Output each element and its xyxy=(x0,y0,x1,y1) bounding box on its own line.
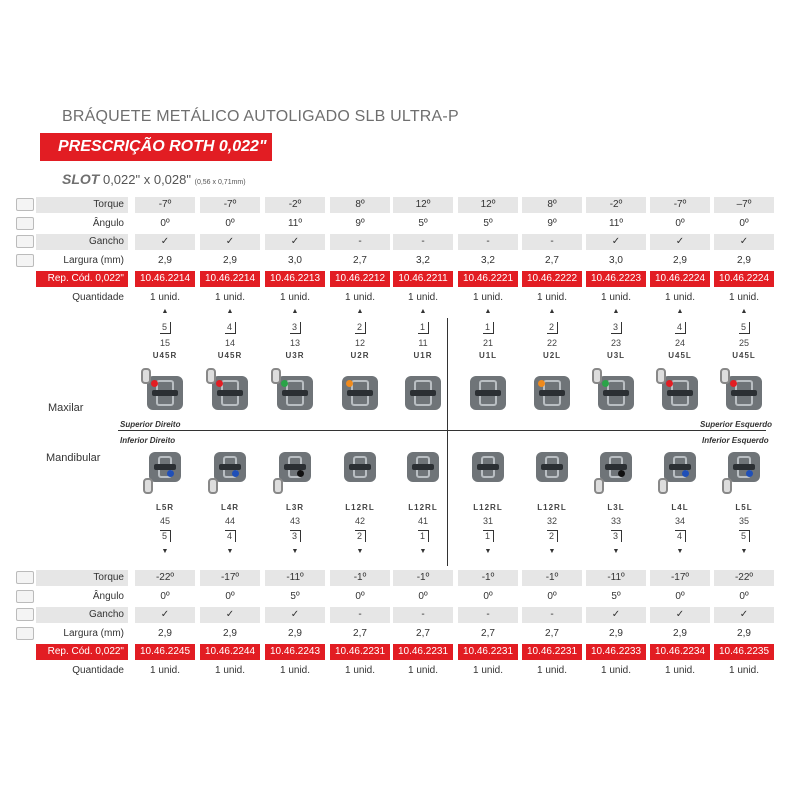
lower-largura-cell: 2,9 xyxy=(135,626,195,642)
horizontal-divider xyxy=(118,430,766,431)
lower-angulo-cell: 0º xyxy=(650,589,710,605)
upper-tooth-code: U3L xyxy=(606,351,626,360)
upper-angulo-cell: 5º xyxy=(458,216,518,232)
lower-largura-cell: 2,7 xyxy=(393,626,453,642)
lower-largura-cell: 2,7 xyxy=(522,626,582,642)
slot-label: SLOT xyxy=(62,171,100,187)
lower-arrow-icon: ▼ xyxy=(484,548,492,555)
slot-mm: (0,56 x 0,71mm) xyxy=(194,179,246,186)
upper-bracket-icon xyxy=(405,376,441,410)
lower-tooth-code: L5R xyxy=(155,503,175,512)
lower-arrow-icon: ▼ xyxy=(161,548,169,555)
lower-gancho-cell: - xyxy=(522,607,582,623)
upper-arrow-icon: ▲ xyxy=(419,308,427,315)
upper-bracket-icon xyxy=(726,376,762,410)
upper-tooth-number: 24 xyxy=(674,338,685,348)
upper-rep-label: Rep. Cód. 0,022" xyxy=(36,271,128,287)
lower-angulo-cell: 5º xyxy=(586,589,646,605)
lower-quantidade-cell: 1 unid. xyxy=(330,663,390,679)
lower-tooth-code: L4L xyxy=(671,503,689,512)
upper-rep-cell: 10.46.2224 xyxy=(650,271,710,287)
upper-gancho-cell: ✓ xyxy=(714,234,774,250)
upper-box-number: 2 xyxy=(355,322,366,334)
lower-quadrant-box xyxy=(393,530,453,542)
upper-gancho-tooth-icon xyxy=(16,235,34,248)
upper-rep-cell: 10.46.2214 xyxy=(135,271,195,287)
upper-rep-cell: 10.46.2222 xyxy=(522,271,582,287)
upper-quantidade-cell: 1 unid. xyxy=(265,290,325,306)
upper-largura-cell: 2,9 xyxy=(135,253,195,269)
upper-arrow-icon: ▲ xyxy=(548,308,556,315)
lower-tooth-code: L12RL xyxy=(408,503,438,512)
lower-hook-icon xyxy=(273,478,283,494)
upper-bracket-icon xyxy=(470,376,506,410)
upper-largura-cell: 3,0 xyxy=(586,253,646,269)
upper-bracket-icon xyxy=(342,376,378,410)
upper-box-number: 5 xyxy=(739,322,750,334)
upper-gancho-cell: ✓ xyxy=(200,234,260,250)
upper-quadrant-box xyxy=(650,322,710,334)
lower-tooth-number: 32 xyxy=(546,516,557,526)
lower-largura-cell: 2,9 xyxy=(650,626,710,642)
lower-torque-label: Torque xyxy=(36,570,128,586)
upper-quadrant-box xyxy=(393,322,453,334)
upper-torque-cell: -7º xyxy=(200,197,260,213)
lower-tooth-code: L3R xyxy=(285,503,305,512)
upper-tooth-number: 12 xyxy=(354,338,365,348)
lower-bracket-icon xyxy=(472,452,504,482)
upper-quadrant-box xyxy=(522,322,582,334)
inferior-direito-label: Inferior Direito xyxy=(120,436,176,445)
lower-hook-icon xyxy=(594,478,604,494)
lower-box-number: 2 xyxy=(355,530,366,542)
lower-bracket-icon xyxy=(214,452,246,482)
upper-torque-cell: –7º xyxy=(714,197,774,213)
lower-angulo-cell: 0º xyxy=(714,589,774,605)
upper-torque-cell: 12º xyxy=(393,197,453,213)
lower-gancho-cell: ✓ xyxy=(135,607,195,623)
lower-rep-label: Rep. Cód. 0,022" xyxy=(36,644,128,660)
slot-value: 0,022" x 0,028" xyxy=(102,172,191,187)
lower-torque-cell: -17º xyxy=(200,570,260,586)
upper-gancho-cell: - xyxy=(522,234,582,250)
upper-gancho-cell: - xyxy=(393,234,453,250)
lower-bracket-icon xyxy=(600,452,632,482)
upper-torque-cell: 8º xyxy=(522,197,582,213)
lower-torque-tooth-icon xyxy=(16,571,34,584)
upper-rep-cell: 10.46.2213 xyxy=(265,271,325,287)
upper-arrow-icon: ▲ xyxy=(226,308,234,315)
lower-quadrant-box xyxy=(650,530,710,542)
lower-tooth-code: L5L xyxy=(735,503,753,512)
lower-rep-cell: 10.46.2235 xyxy=(714,644,774,660)
vertical-divider xyxy=(447,318,448,566)
page-title: BRÁQUETE METÁLICO AUTOLIGADO SLB ULTRA-P xyxy=(62,108,459,125)
lower-box-number: 5 xyxy=(160,530,171,542)
lower-arrow-icon: ▼ xyxy=(548,548,556,555)
upper-arrow-icon: ▲ xyxy=(291,308,299,315)
lower-tooth-code: L12RL xyxy=(537,503,567,512)
upper-quadrant-box xyxy=(586,322,646,334)
upper-tooth-number: 14 xyxy=(224,338,235,348)
upper-gancho-cell: - xyxy=(458,234,518,250)
upper-tooth-number: 22 xyxy=(546,338,557,348)
upper-box-number: 4 xyxy=(675,322,686,334)
lower-tooth-code: L12RL xyxy=(473,503,503,512)
lower-arrow-icon: ▼ xyxy=(740,548,748,555)
upper-arrow-icon: ▲ xyxy=(740,308,748,315)
upper-gancho-cell: ✓ xyxy=(586,234,646,250)
upper-tooth-number: 13 xyxy=(289,338,300,348)
lower-torque-cell: -17º xyxy=(650,570,710,586)
upper-quantidade-cell: 1 unid. xyxy=(650,290,710,306)
upper-angulo-cell: 5º xyxy=(393,216,453,232)
lower-gancho-tooth-icon xyxy=(16,608,34,621)
lower-rep-cell: 10.46.2231 xyxy=(458,644,518,660)
upper-hook-icon xyxy=(206,368,216,384)
lower-gancho-cell: ✓ xyxy=(200,607,260,623)
upper-bracket-icon xyxy=(147,376,183,410)
upper-box-number: 2 xyxy=(547,322,558,334)
lower-quantidade-cell: 1 unid. xyxy=(200,663,260,679)
upper-box-number: 3 xyxy=(290,322,301,334)
upper-rep-cell: 10.46.2211 xyxy=(393,271,453,287)
lower-tooth-number: 45 xyxy=(159,516,170,526)
lower-angulo-cell: 0º xyxy=(458,589,518,605)
lower-quantidade-cell: 1 unid. xyxy=(714,663,774,679)
lower-bracket-icon xyxy=(728,452,760,482)
upper-quantidade-cell: 1 unid. xyxy=(522,290,582,306)
lower-tooth-number: 34 xyxy=(674,516,685,526)
lower-bracket-icon xyxy=(344,452,376,482)
lower-quantidade-cell: 1 unid. xyxy=(458,663,518,679)
lower-quadrant-box xyxy=(522,530,582,542)
upper-quadrant-box xyxy=(265,322,325,334)
lower-quantidade-cell: 1 unid. xyxy=(650,663,710,679)
upper-largura-cell: 2,7 xyxy=(330,253,390,269)
upper-tooth-code: U45L xyxy=(732,351,756,360)
lower-tooth-number: 42 xyxy=(354,516,365,526)
upper-bracket-icon xyxy=(277,376,313,410)
lower-bracket-icon xyxy=(149,452,181,482)
lower-arrow-icon: ▼ xyxy=(676,548,684,555)
upper-largura-cell: 3,2 xyxy=(458,253,518,269)
lower-gancho-cell: - xyxy=(330,607,390,623)
lower-box-number: 5 xyxy=(739,530,750,542)
lower-tooth-number: 33 xyxy=(610,516,621,526)
lower-tooth-number: 44 xyxy=(224,516,235,526)
upper-gancho-cell: - xyxy=(330,234,390,250)
upper-hook-icon xyxy=(656,368,666,384)
lower-angulo-label: Ângulo xyxy=(36,589,128,605)
lower-hook-icon xyxy=(658,478,668,494)
upper-box-number: 3 xyxy=(611,322,622,334)
lower-rep-cell: 10.46.2231 xyxy=(393,644,453,660)
upper-largura-cell: 3,2 xyxy=(393,253,453,269)
upper-tooth-code: U45R xyxy=(217,351,243,360)
upper-angulo-cell: 0º xyxy=(200,216,260,232)
upper-hook-icon xyxy=(141,368,151,384)
upper-tooth-number: 23 xyxy=(610,338,621,348)
lower-tooth-number: 35 xyxy=(738,516,749,526)
lower-rep-cell: 10.46.2243 xyxy=(265,644,325,660)
upper-quantidade-cell: 1 unid. xyxy=(200,290,260,306)
lower-box-number: 2 xyxy=(547,530,558,542)
upper-rep-cell: 10.46.2223 xyxy=(586,271,646,287)
lower-hook-icon xyxy=(208,478,218,494)
lower-bracket-icon xyxy=(664,452,696,482)
lower-angulo-cell: 0º xyxy=(200,589,260,605)
inferior-esquerdo-label: Inferior Esquerdo xyxy=(702,436,769,445)
upper-rep-cell: 10.46.2212 xyxy=(330,271,390,287)
lower-torque-cell: -1º xyxy=(330,570,390,586)
lower-tooth-code: L12RL xyxy=(345,503,375,512)
lower-largura-label: Largura (mm) xyxy=(36,626,128,642)
lower-rep-cell: 10.46.2245 xyxy=(135,644,195,660)
upper-arrow-icon: ▲ xyxy=(612,308,620,315)
lower-rep-cell: 10.46.2233 xyxy=(586,644,646,660)
lower-quadrant-box xyxy=(458,530,518,542)
lower-largura-cell: 2,9 xyxy=(200,626,260,642)
lower-bracket-icon xyxy=(279,452,311,482)
lower-largura-cell: 2,9 xyxy=(714,626,774,642)
lower-bracket-icon xyxy=(407,452,439,482)
upper-bracket-icon xyxy=(534,376,570,410)
lower-quadrant-box xyxy=(200,530,260,542)
lower-quadrant-box xyxy=(330,530,390,542)
upper-gancho-cell: ✓ xyxy=(135,234,195,250)
lower-largura-cell: 2,7 xyxy=(458,626,518,642)
lower-tooth-code: L3L xyxy=(607,503,625,512)
upper-quadrant-box xyxy=(458,322,518,334)
lower-gancho-cell: ✓ xyxy=(714,607,774,623)
upper-hook-icon xyxy=(271,368,281,384)
lower-largura-cell: 2,7 xyxy=(330,626,390,642)
upper-quantidade-label: Quantidade xyxy=(36,290,128,306)
upper-quantidade-cell: 1 unid. xyxy=(393,290,453,306)
lower-arrow-icon: ▼ xyxy=(226,548,234,555)
upper-tooth-code: U2R xyxy=(350,351,370,360)
upper-angulo-label: Ângulo xyxy=(36,216,128,232)
lower-tooth-number: 41 xyxy=(417,516,428,526)
upper-torque-cell: -2º xyxy=(265,197,325,213)
upper-torque-tooth-icon xyxy=(16,198,34,211)
upper-rep-cell: 10.46.2224 xyxy=(714,271,774,287)
lower-torque-cell: -11º xyxy=(586,570,646,586)
superior-direito-label: Superior Direito xyxy=(120,420,181,429)
upper-quantidade-cell: 1 unid. xyxy=(330,290,390,306)
upper-box-number: 4 xyxy=(225,322,236,334)
lower-gancho-cell: ✓ xyxy=(650,607,710,623)
upper-box-number: 5 xyxy=(160,322,171,334)
lower-quantidade-label: Quantidade xyxy=(36,663,128,679)
upper-quantidade-cell: 1 unid. xyxy=(586,290,646,306)
upper-quadrant-box xyxy=(714,322,774,334)
lower-quantidade-cell: 1 unid. xyxy=(265,663,325,679)
upper-tooth-code: U1R xyxy=(413,351,433,360)
upper-angulo-tooth-icon xyxy=(16,217,34,230)
lower-angulo-cell: 0º xyxy=(522,589,582,605)
lower-rep-cell: 10.46.2231 xyxy=(522,644,582,660)
lower-rep-cell: 10.46.2234 xyxy=(650,644,710,660)
upper-torque-cell: 8º xyxy=(330,197,390,213)
upper-torque-cell: -7º xyxy=(135,197,195,213)
upper-tooth-code: U45L xyxy=(668,351,692,360)
upper-tooth-number: 25 xyxy=(738,338,749,348)
upper-quadrant-box xyxy=(330,322,390,334)
lower-gancho-label: Gancho xyxy=(36,607,128,623)
lower-quadrant-box xyxy=(135,530,195,542)
upper-box-number: 1 xyxy=(483,322,494,334)
upper-largura-cell: 2,9 xyxy=(714,253,774,269)
lower-arrow-icon: ▼ xyxy=(419,548,427,555)
upper-angulo-cell: 9º xyxy=(522,216,582,232)
lower-largura-cell: 2,9 xyxy=(586,626,646,642)
upper-torque-cell: -7º xyxy=(650,197,710,213)
upper-quadrant-box xyxy=(135,322,195,334)
lower-torque-cell: -11º xyxy=(265,570,325,586)
upper-tooth-code: U1L xyxy=(478,351,498,360)
lower-arrow-icon: ▼ xyxy=(612,548,620,555)
lower-bracket-icon xyxy=(536,452,568,482)
lower-quadrant-box xyxy=(265,530,325,542)
lower-largura-tooth-icon xyxy=(16,627,34,640)
lower-box-number: 1 xyxy=(483,530,494,542)
upper-tooth-number: 15 xyxy=(159,338,170,348)
lower-angulo-cell: 5º xyxy=(265,589,325,605)
upper-tooth-code: U45R xyxy=(152,351,178,360)
upper-quantidade-cell: 1 unid. xyxy=(714,290,774,306)
prescription-banner: PRESCRIÇÃO ROTH 0,022" xyxy=(40,133,272,161)
lower-torque-cell: -22º xyxy=(135,570,195,586)
upper-bracket-icon xyxy=(662,376,698,410)
slot-spec xyxy=(62,171,246,187)
lower-torque-cell: -1º xyxy=(522,570,582,586)
lower-rep-cell: 10.46.2244 xyxy=(200,644,260,660)
upper-arrow-icon: ▲ xyxy=(161,308,169,315)
upper-torque-cell: -2º xyxy=(586,197,646,213)
maxilar-label: Maxilar xyxy=(48,402,84,414)
lower-hook-icon xyxy=(143,478,153,494)
lower-gancho-cell: ✓ xyxy=(586,607,646,623)
upper-angulo-cell: 11º xyxy=(586,216,646,232)
upper-hook-icon xyxy=(592,368,602,384)
lower-quadrant-box xyxy=(586,530,646,542)
upper-arrow-icon: ▲ xyxy=(676,308,684,315)
upper-quantidade-cell: 1 unid. xyxy=(135,290,195,306)
upper-bracket-icon xyxy=(212,376,248,410)
upper-torque-label: Torque xyxy=(36,197,128,213)
lower-hook-icon xyxy=(722,478,732,494)
upper-largura-cell: 2,9 xyxy=(200,253,260,269)
lower-angulo-cell: 0º xyxy=(135,589,195,605)
lower-angulo-cell: 0º xyxy=(330,589,390,605)
lower-arrow-icon: ▼ xyxy=(291,548,299,555)
upper-angulo-cell: 11º xyxy=(265,216,325,232)
upper-largura-cell: 2,7 xyxy=(522,253,582,269)
lower-tooth-number: 43 xyxy=(289,516,300,526)
lower-box-number: 4 xyxy=(225,530,236,542)
lower-tooth-code: L4R xyxy=(220,503,240,512)
upper-tooth-code: U3R xyxy=(285,351,305,360)
lower-quantidade-cell: 1 unid. xyxy=(522,663,582,679)
upper-tooth-number: 11 xyxy=(418,338,428,348)
lower-torque-cell: -1º xyxy=(393,570,453,586)
upper-tooth-number: 21 xyxy=(482,338,493,348)
upper-hook-icon xyxy=(720,368,730,384)
upper-bracket-icon xyxy=(598,376,634,410)
upper-largura-cell: 2,9 xyxy=(650,253,710,269)
upper-gancho-cell: ✓ xyxy=(265,234,325,250)
upper-rep-cell: 10.46.2221 xyxy=(458,271,518,287)
lower-box-number: 4 xyxy=(675,530,686,542)
lower-tooth-number: 31 xyxy=(482,516,493,526)
lower-angulo-cell: 0º xyxy=(393,589,453,605)
upper-largura-label: Largura (mm) xyxy=(36,253,128,269)
upper-gancho-label: Gancho xyxy=(36,234,128,250)
upper-largura-cell: 3,0 xyxy=(265,253,325,269)
upper-tooth-code: U2L xyxy=(542,351,562,360)
upper-angulo-cell: 0º xyxy=(650,216,710,232)
upper-arrow-icon: ▲ xyxy=(484,308,492,315)
lower-torque-cell: -22º xyxy=(714,570,774,586)
lower-quadrant-box xyxy=(714,530,774,542)
lower-rep-cell: 10.46.2231 xyxy=(330,644,390,660)
upper-quadrant-box xyxy=(200,322,260,334)
lower-gancho-cell: - xyxy=(393,607,453,623)
lower-quantidade-cell: 1 unid. xyxy=(586,663,646,679)
upper-angulo-cell: 0º xyxy=(714,216,774,232)
lower-box-number: 3 xyxy=(611,530,622,542)
lower-quantidade-cell: 1 unid. xyxy=(393,663,453,679)
superior-esquerdo-label: Superior Esquerdo xyxy=(700,420,773,429)
lower-arrow-icon: ▼ xyxy=(356,548,364,555)
upper-torque-cell: 12º xyxy=(458,197,518,213)
upper-angulo-cell: 9º xyxy=(330,216,390,232)
lower-box-number: 1 xyxy=(418,530,429,542)
mandibular-label: Mandibular xyxy=(46,452,101,464)
upper-angulo-cell: 0º xyxy=(135,216,195,232)
lower-angulo-tooth-icon xyxy=(16,590,34,603)
upper-rep-cell: 10.46.2214 xyxy=(200,271,260,287)
lower-largura-cell: 2,9 xyxy=(265,626,325,642)
upper-box-number: 1 xyxy=(418,322,429,334)
upper-gancho-cell: ✓ xyxy=(650,234,710,250)
upper-largura-tooth-icon xyxy=(16,254,34,267)
upper-arrow-icon: ▲ xyxy=(356,308,364,315)
lower-torque-cell: -1º xyxy=(458,570,518,586)
upper-quantidade-cell: 1 unid. xyxy=(458,290,518,306)
lower-gancho-cell: - xyxy=(458,607,518,623)
lower-box-number: 3 xyxy=(290,530,301,542)
lower-quantidade-cell: 1 unid. xyxy=(135,663,195,679)
lower-gancho-cell: ✓ xyxy=(265,607,325,623)
